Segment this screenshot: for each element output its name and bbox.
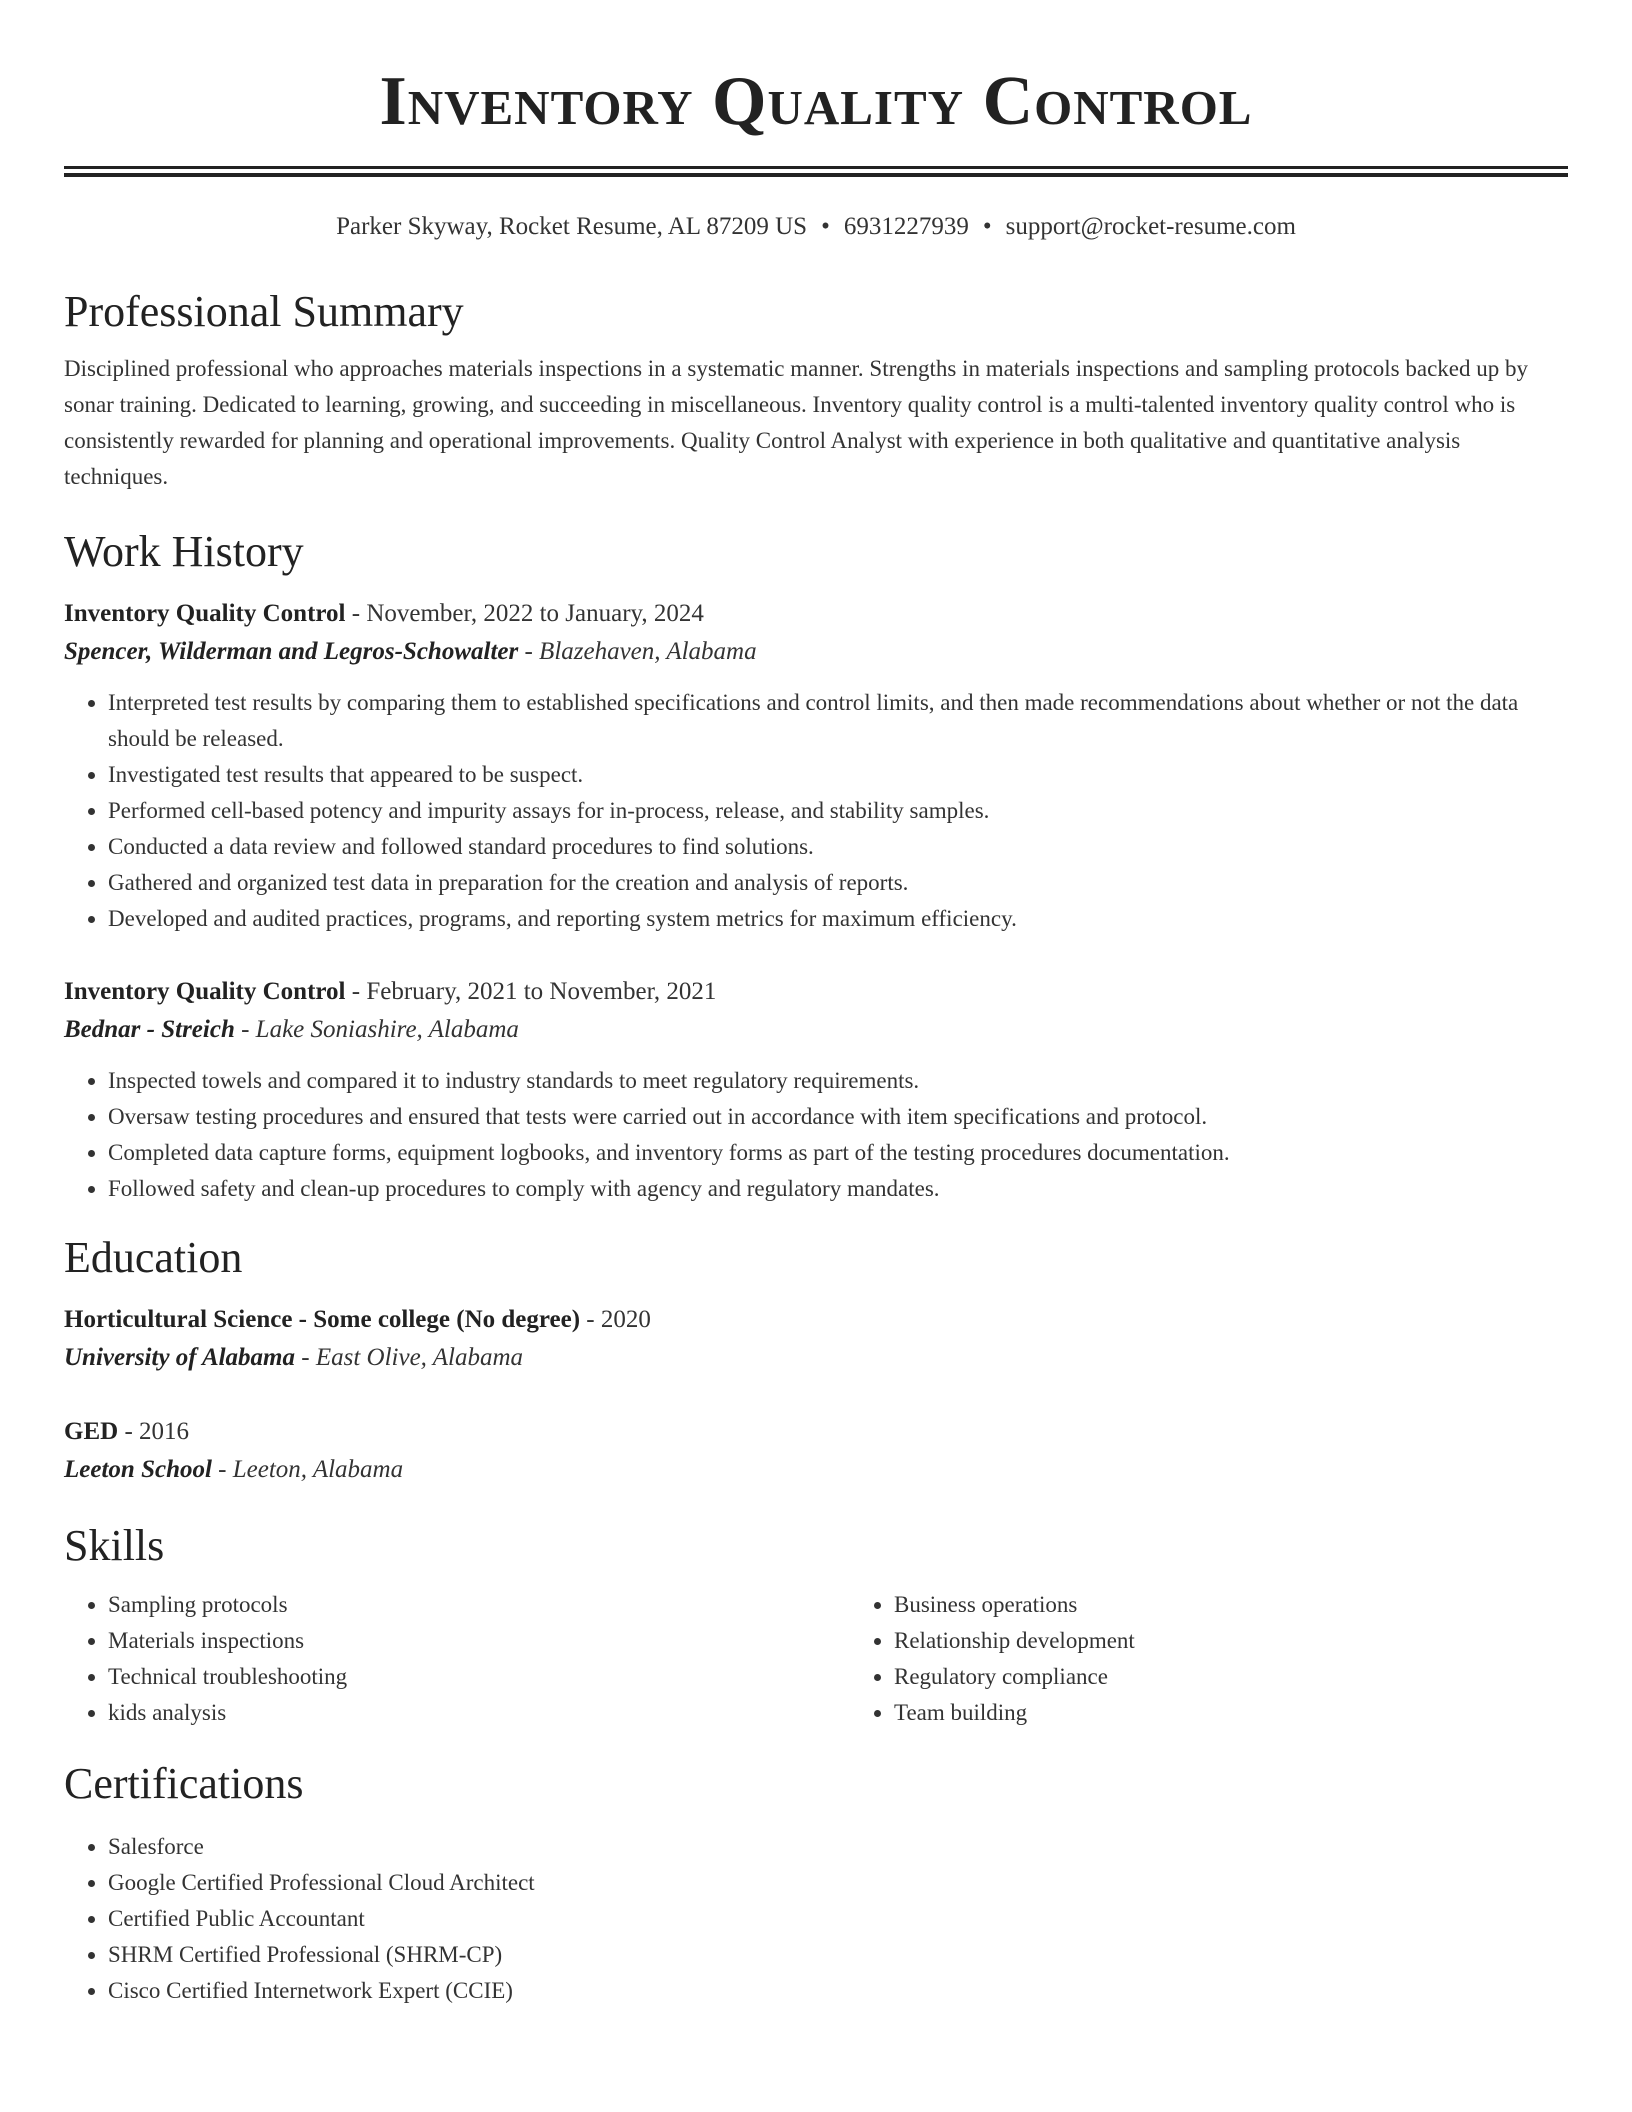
education-school-line [64,1339,1568,1377]
education-entry [64,1413,1568,1489]
contact-address: Parker Skyway, Rocket Resume, AL 87209 US [336,213,808,240]
certification-item: • Google Certified Professional Cloud Architect [108,1865,1568,1901]
job-dates: - November, 2022 to January, 2024 [345,600,704,627]
skill-item: • Materials inspections [108,1623,850,1659]
contact-separator: • [982,213,992,240]
job-entry [64,973,1568,1207]
job-location: - Lake Soniashire, Alabama [234,1016,519,1043]
summary-text: Disciplined professional who approaches materials inspections in a systematic manner. Strengths in materials inspections and sampling protocols backed up by sonar training. Dedicated to learning, growing, and succeeding in miscellaneous. Inventory quality control is a multi-talented inventory quality control who is consistently rewarded for planning and operational improvements. Quality Control Analyst with experience in both qualitative and quantitative analysis techniques. [64,356,1529,489]
job-bullet: • Inspected towels and compared it to industry standards to meet regulatory requirements. [108,1063,1568,1099]
education-degree: Horticultural Science - Some college (No degree) [64,1306,581,1333]
education-heading: Education [64,1233,243,1282]
job-bullet: • Followed safety and clean-up procedures to comply with agency and regulatory mandates. [108,1171,1568,1207]
job-company-line [64,633,1568,671]
education-school: Leeton School [64,1456,212,1483]
job-dates: - February, 2021 to November, 2021 [345,978,717,1005]
job-title-line [64,973,1568,1011]
skill-item: • Business operations [894,1587,1632,1623]
job-bullet: • Completed data capture forms, equipment logbooks, and inventory forms as part of the testing procedures documentation. [108,1135,1568,1171]
contact-email: support@rocket-resume.com [1005,213,1296,240]
contact-phone: 6931227939 [843,213,969,240]
title-double-rule [64,166,1568,177]
job-bullets [64,1063,1568,1207]
education-entry [64,1301,1568,1377]
job-bullets [64,685,1568,937]
certifications-heading: Certifications [64,1759,304,1808]
job-bullet: • Developed and audited practices, programs, and reporting system metrics for maximum efficiency. [108,901,1568,937]
job-bullet: • Performed cell-based potency and impurity assays for in-process, release, and stability samples. [108,793,1568,829]
education-school-line [64,1451,1568,1489]
job-bullet: • Gathered and organized test data in preparation for the creation and analysis of reports. [108,865,1568,901]
education-year: - 2020 [580,1306,651,1333]
certifications-list [64,1829,1568,2009]
resume-title: Inventory Quality Control [379,63,1253,140]
education-degree: GED [64,1418,119,1445]
job-title-line [64,595,1568,633]
job-title: Inventory Quality Control [64,600,346,627]
education-location: - East Olive, Alabama [295,1344,523,1371]
certification-item: • Cisco Certified Internetwork Expert (CCIE) [108,1973,1568,2009]
education-location: - Leeton, Alabama [211,1456,404,1483]
job-title: Inventory Quality Control [64,978,346,1005]
skill-item: • Team building [894,1695,1632,1731]
education-year: - 2016 [118,1418,190,1445]
skill-item: • Sampling protocols [108,1587,850,1623]
job-entry [64,595,1568,937]
certification-item: • SHRM Certified Professional (SHRM-CP) [108,1937,1568,1973]
job-location: - Blazehaven, Alabama [518,638,757,665]
skill-item: • Relationship development [894,1623,1632,1659]
certification-item: • Salesforce [108,1829,1568,1865]
education-school: University of Alabama [64,1344,296,1371]
skills-list-left [64,1587,850,1731]
skill-item: • Regulatory compliance [894,1659,1632,1695]
skills-columns [64,1587,1568,1731]
work-history-heading: Work History [64,527,304,576]
job-company-line [64,1011,1568,1049]
education-degree-line [64,1301,1568,1339]
skills-heading: Skills [64,1521,165,1570]
job-bullet: • Investigated test results that appeared to be suspect. [108,757,1568,793]
skill-item: • kids analysis [108,1695,850,1731]
summary-heading: Professional Summary [64,287,464,336]
skills-list-right [850,1587,1632,1731]
contact-line [64,211,1568,243]
certification-item: • Certified Public Accountant [108,1901,1568,1937]
job-bullet: • Conducted a data review and followed standard procedures to find solutions. [108,829,1568,865]
education-degree-line [64,1413,1568,1451]
job-bullet: • Interpreted test results by comparing them to established specifications and control limits, and then made recommendations about whether or not the data should be released. [108,685,1568,757]
contact-separator: • [821,213,830,240]
job-bullet: • Oversaw testing procedures and ensured that tests were carried out in accordance with item specifications and protocol. [108,1099,1568,1135]
job-company: Spencer, Wilderman and Legros-Schowalter [64,638,519,665]
job-company: Bednar - Streich [64,1016,235,1043]
skill-item: • Technical troubleshooting [108,1659,850,1695]
